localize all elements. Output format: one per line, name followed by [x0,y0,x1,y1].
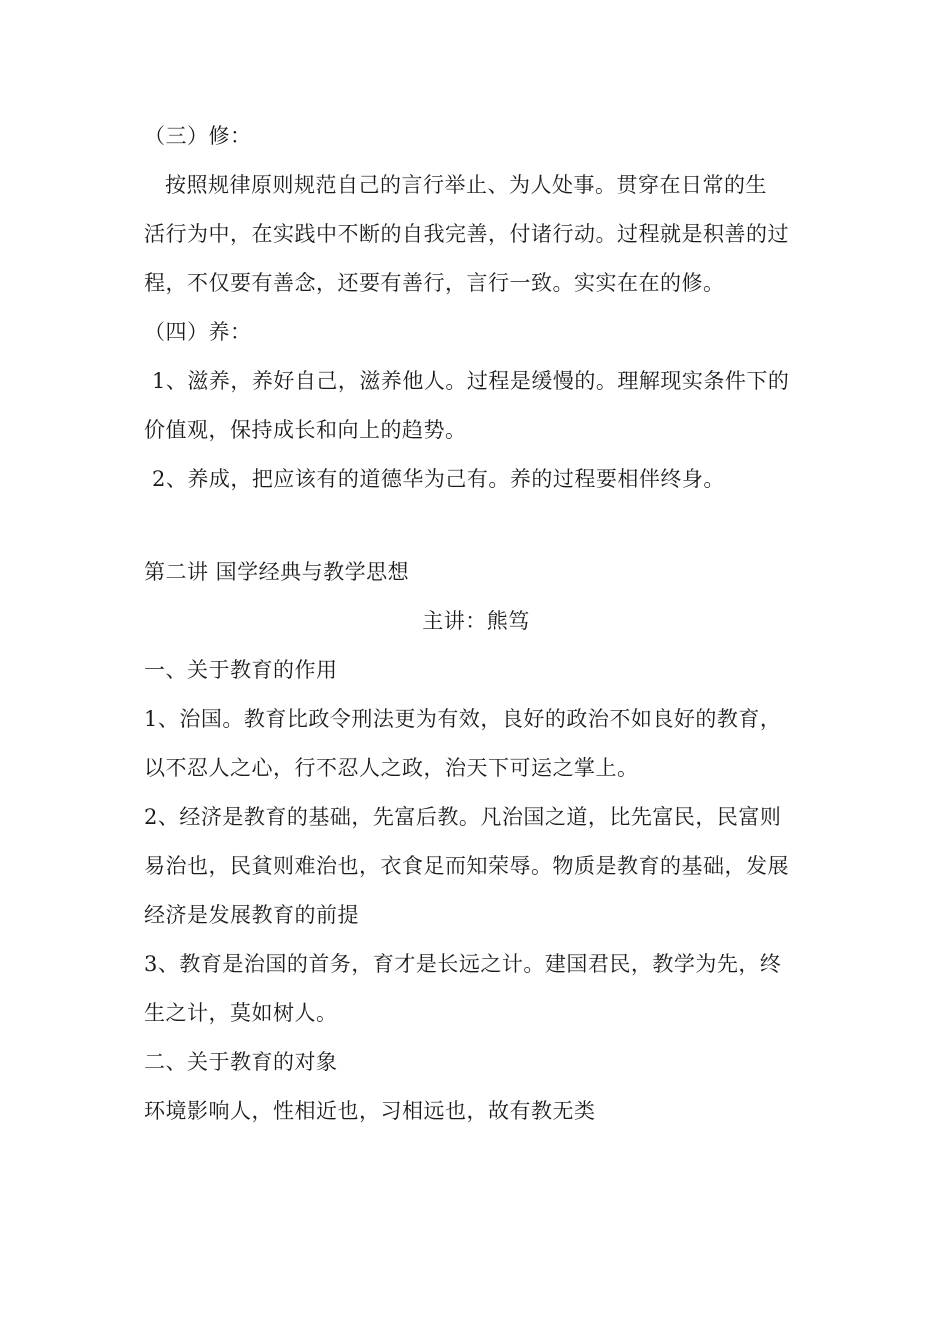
part-1-heading: 一、关于教育的作用 [144,658,338,682]
lecture-title: 第二讲 国学经典与教学思想 [144,560,410,584]
paragraph-line: 1、治国。教育比政令刑法更为有效，良好的政治不如良好的教育， [144,707,782,731]
section-spacer [144,504,814,548]
paragraph-line: 以不忍人之心，行不忍人之政，治天下可运之掌上。 [144,756,639,780]
document-page [144,112,814,1136]
paragraph-line: 3、教育是治国的首务，育才是长远之计。建国君民，教学为先，终 [144,952,782,976]
list-item-line: 价值观，保持成长和向上的趋势。 [144,418,467,442]
paragraph-line: 程，不仅要有善念，还要有善行，言行一致。实实在在的修。 [144,271,725,295]
part-2-heading: 二、关于教育的对象 [144,1050,338,1074]
paragraph-line: 按照规律原则规范自己的言行举止、为人处事。贯穿在日常的生 [165,173,767,197]
lecture-speaker: 主讲：熊笃 [422,609,530,633]
section-4-heading: （四）养： [144,320,252,344]
paragraph-line: 活行为中，在实践中不断的自我完善，付诸行动。过程就是积善的过 [144,222,789,246]
paragraph-line: 易治也，民貧则难治也，衣食足而知荣辱。物质是教育的基础，发展 [144,854,789,878]
paragraph-line: 环境影响人，性相近也，习相远也，故有教无类 [144,1099,596,1123]
list-item-line: 1、滋养，养好自己，滋养他人。过程是缓慢的。理解现实条件下的 [152,369,790,393]
paragraph-line: 生之计，莫如树人。 [144,1001,338,1025]
list-item-line: 2、养成，把应该有的道德华为己有。养的过程要相伴终身。 [152,467,725,491]
paragraph-line: 经济是发展教育的前提 [144,903,359,927]
section-3-heading: （三）修： [144,124,252,148]
paragraph-line: 2、经济是教育的基础，先富后教。凡治国之道，比先富民，民富则 [144,805,782,829]
